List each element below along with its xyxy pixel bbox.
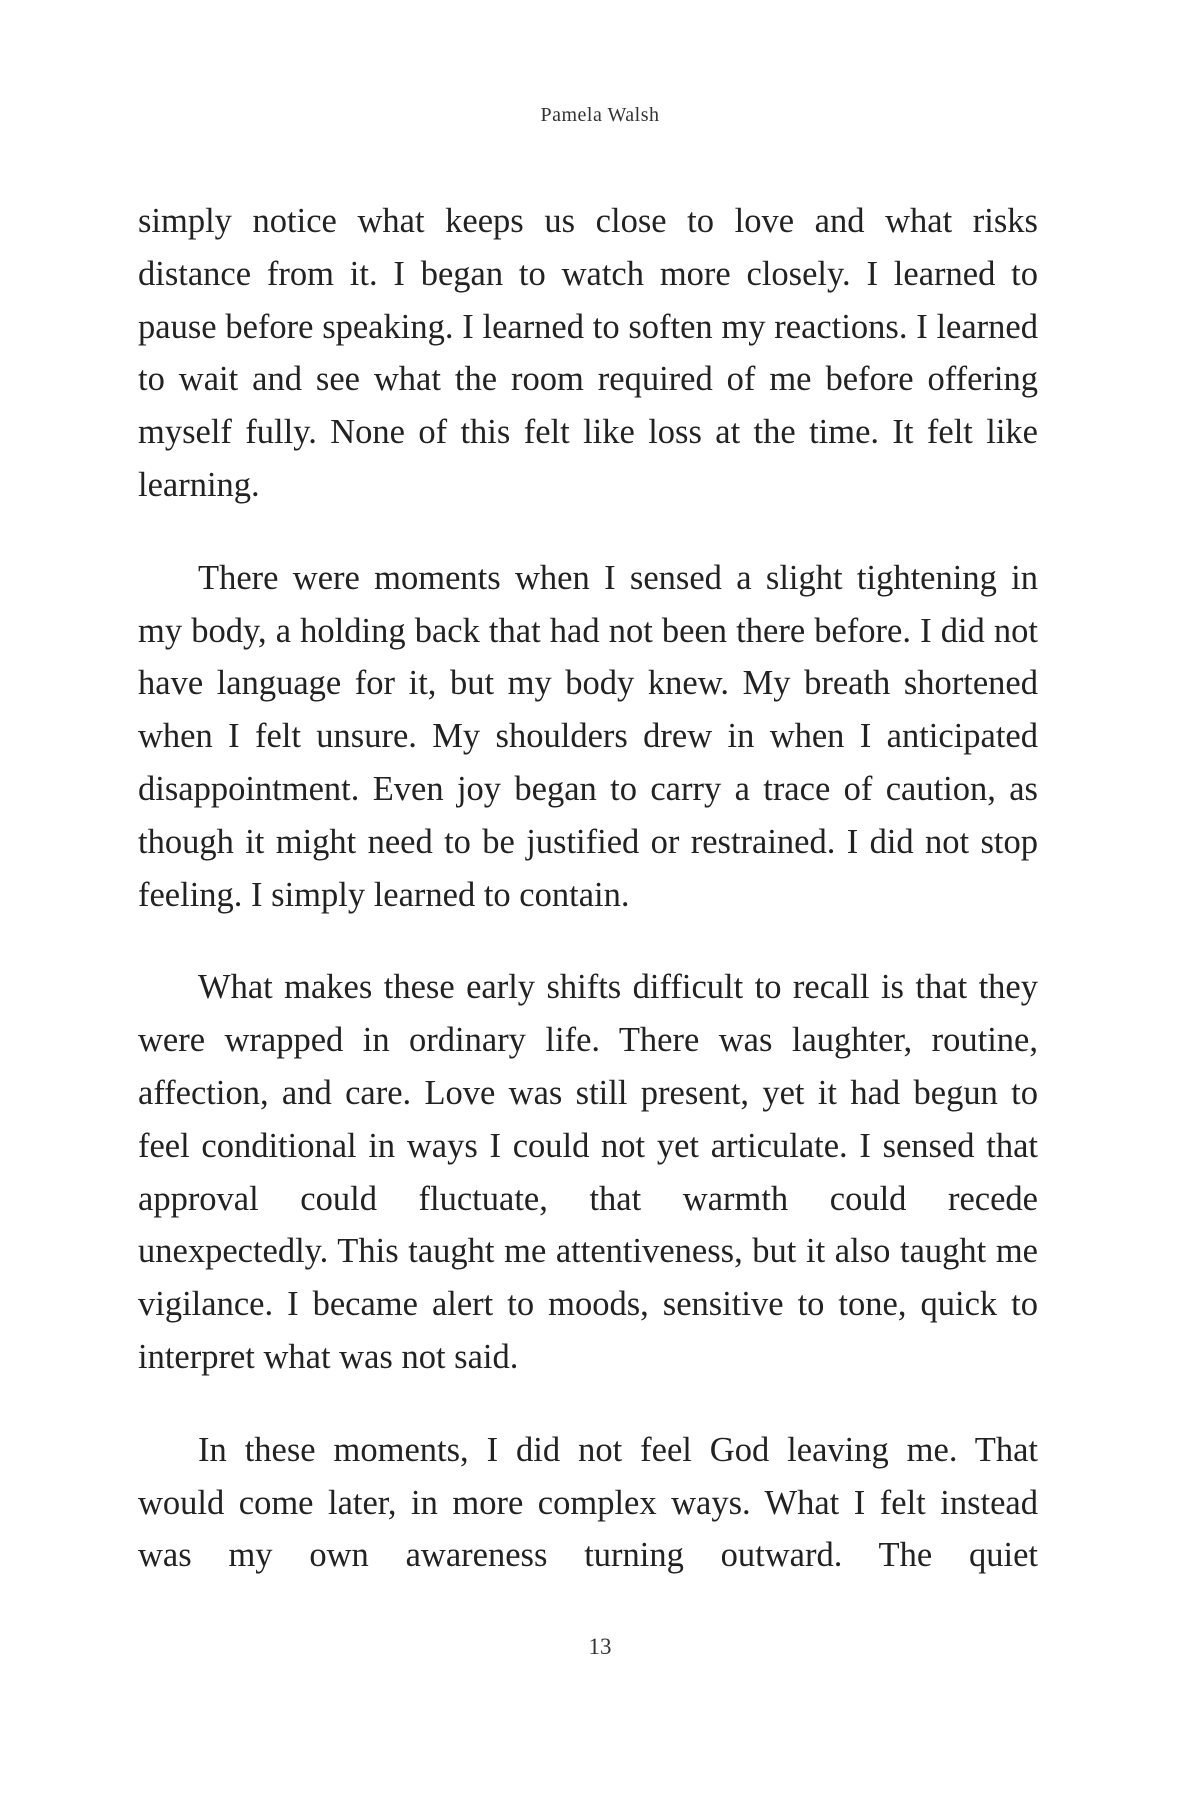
paragraph-1: simply notice what keeps us close to love and what risks distance from it. I began to watch more closely. I learned to pause before speaking. I learned to soften my reactions. I learned to wait and see what the room required of me before offering myself fully. None of this felt like loss at the time. It felt like learning. [138,202,1038,504]
running-head: Pamela Walsh [540,104,660,126]
paragraph-2: There were moments when I sensed a slight tightening in my body, a holding back that had not been there before. I did not have language for it, but my body knew. My breath shortened when I felt unsure. My shoulders drew in when I anticipated disappointment. Even joy began to carry a trace of caution, as though it might need to be justified or restrained. I did not stop feeling. I simply learned to contain. [138,558,1038,914]
paragraph-4: In these moments, I did not feel God leaving me. That would come later, in more complex ways. What I felt instead was my own awareness turning outward. The quiet [138,1430,1038,1575]
paragraph-3: What makes these early shifts difficult to recall is that they were wrapped in ordinary life. There was laughter, routine, affection, and care. Love was still present, yet it had begun to feel conditional in ways I could not yet articulate. I sensed that approval could fluctuate, that warmth could recede unexpectedly. This taught me attentiveness, but it also taught me vigilance. I became alert to moods, sensitive to tone, quick to interpret what was not said. [138,968,1038,1376]
body-text [138,195,1038,1622]
page-number: 13 [588,1634,612,1659]
